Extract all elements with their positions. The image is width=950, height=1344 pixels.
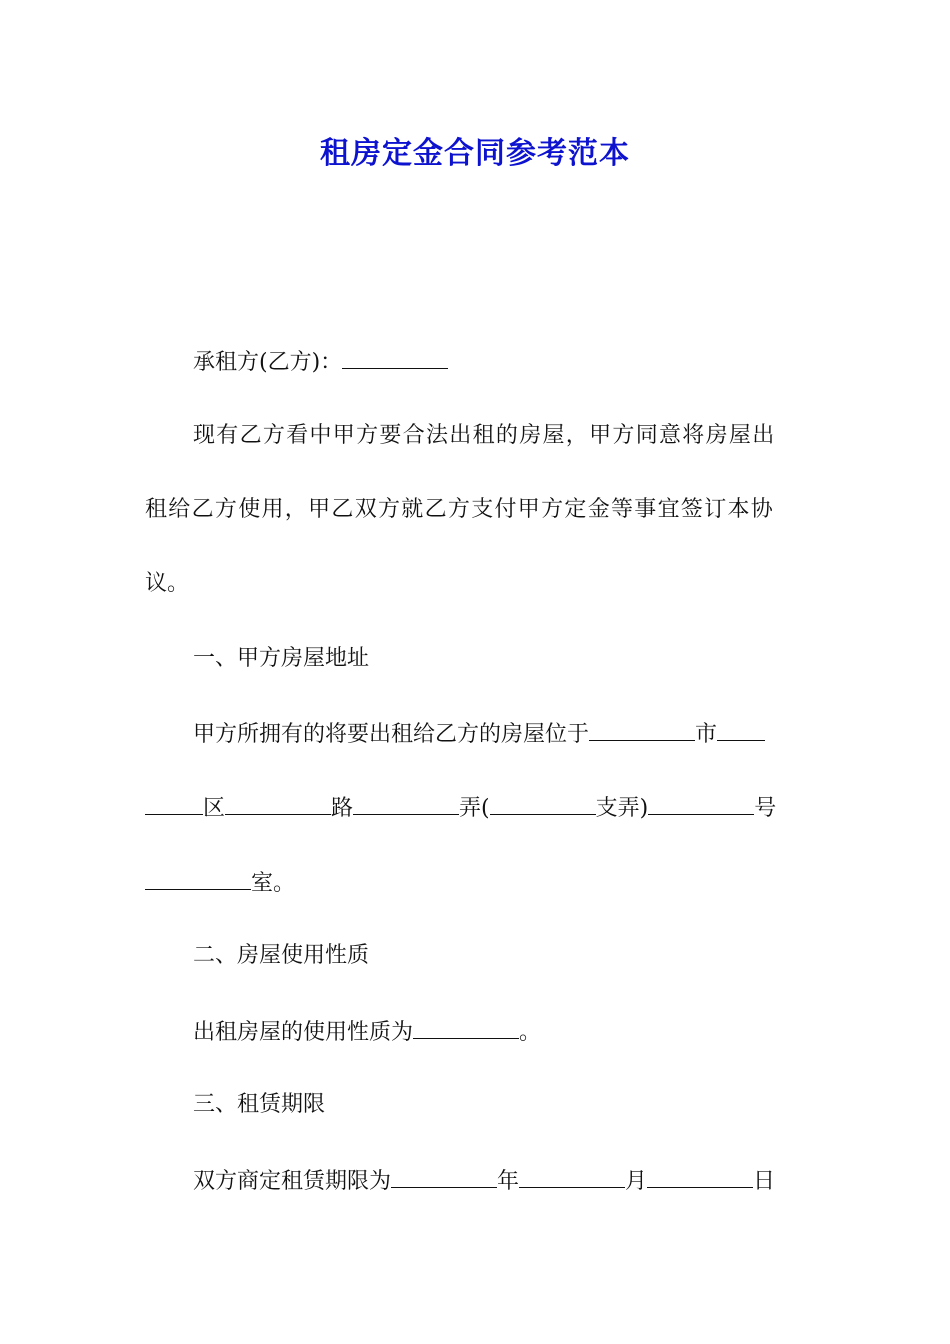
lessee-blank xyxy=(342,346,448,369)
section2-heading: 二、房屋使用性质 xyxy=(193,943,370,968)
intro-line-2 xyxy=(145,495,805,525)
city-blank xyxy=(589,718,695,741)
document-title: 租房定金合同参考范本 xyxy=(320,136,630,171)
number-label: 号 xyxy=(754,796,777,821)
usage-prefix: 出租房屋的使用性质为 xyxy=(193,1020,414,1045)
section1-line-3 xyxy=(145,867,805,899)
section2-line xyxy=(193,1016,805,1048)
usage-blank xyxy=(413,1016,519,1039)
number-blank xyxy=(648,792,754,815)
month-blank xyxy=(519,1165,625,1188)
address-prefix: 甲方所拥有的将要出租给乙方的房屋位于 xyxy=(193,722,590,747)
usage-suffix: 。 xyxy=(519,1020,542,1045)
intro-line-3 xyxy=(145,569,805,599)
section3-line xyxy=(193,1165,805,1197)
section1-heading: 一、甲方房屋地址 xyxy=(193,646,370,671)
road-blank xyxy=(225,792,331,815)
district-blank-part1 xyxy=(717,718,765,741)
day-blank xyxy=(647,1165,753,1188)
intro-text-1: 现有乙方看中甲方要合法出租的房屋，甲方同意将房屋出 xyxy=(193,423,776,448)
section1-line-2 xyxy=(145,792,805,824)
district-blank-part2 xyxy=(145,792,203,815)
section3-heading: 三、租赁期限 xyxy=(193,1092,326,1117)
branch-lane-label: 支弄) xyxy=(595,796,649,821)
intro-text-3: 议。 xyxy=(145,571,190,596)
lane-blank xyxy=(353,792,459,815)
road-label: 路 xyxy=(331,796,354,821)
day-label: 日 xyxy=(753,1169,776,1194)
month-label: 月 xyxy=(625,1169,648,1194)
city-label: 市 xyxy=(695,722,718,747)
intro-line-1 xyxy=(193,421,805,451)
lessee-label: 承租方(乙方)： xyxy=(193,350,343,375)
section1-line-1 xyxy=(193,718,805,750)
branch-lane-blank xyxy=(490,792,596,815)
room-blank xyxy=(145,867,251,890)
intro-text-2: 租给乙方使用，甲乙双方就乙方支付甲方定金等事宜签订本协 xyxy=(145,497,775,522)
year-label: 年 xyxy=(497,1169,520,1194)
lessee-line xyxy=(193,346,805,378)
year-blank xyxy=(391,1165,497,1188)
term-prefix: 双方商定租赁期限为 xyxy=(193,1169,392,1194)
room-label: 室。 xyxy=(251,871,296,896)
district-label: 区 xyxy=(203,796,226,821)
lane-label: 弄( xyxy=(459,796,490,821)
